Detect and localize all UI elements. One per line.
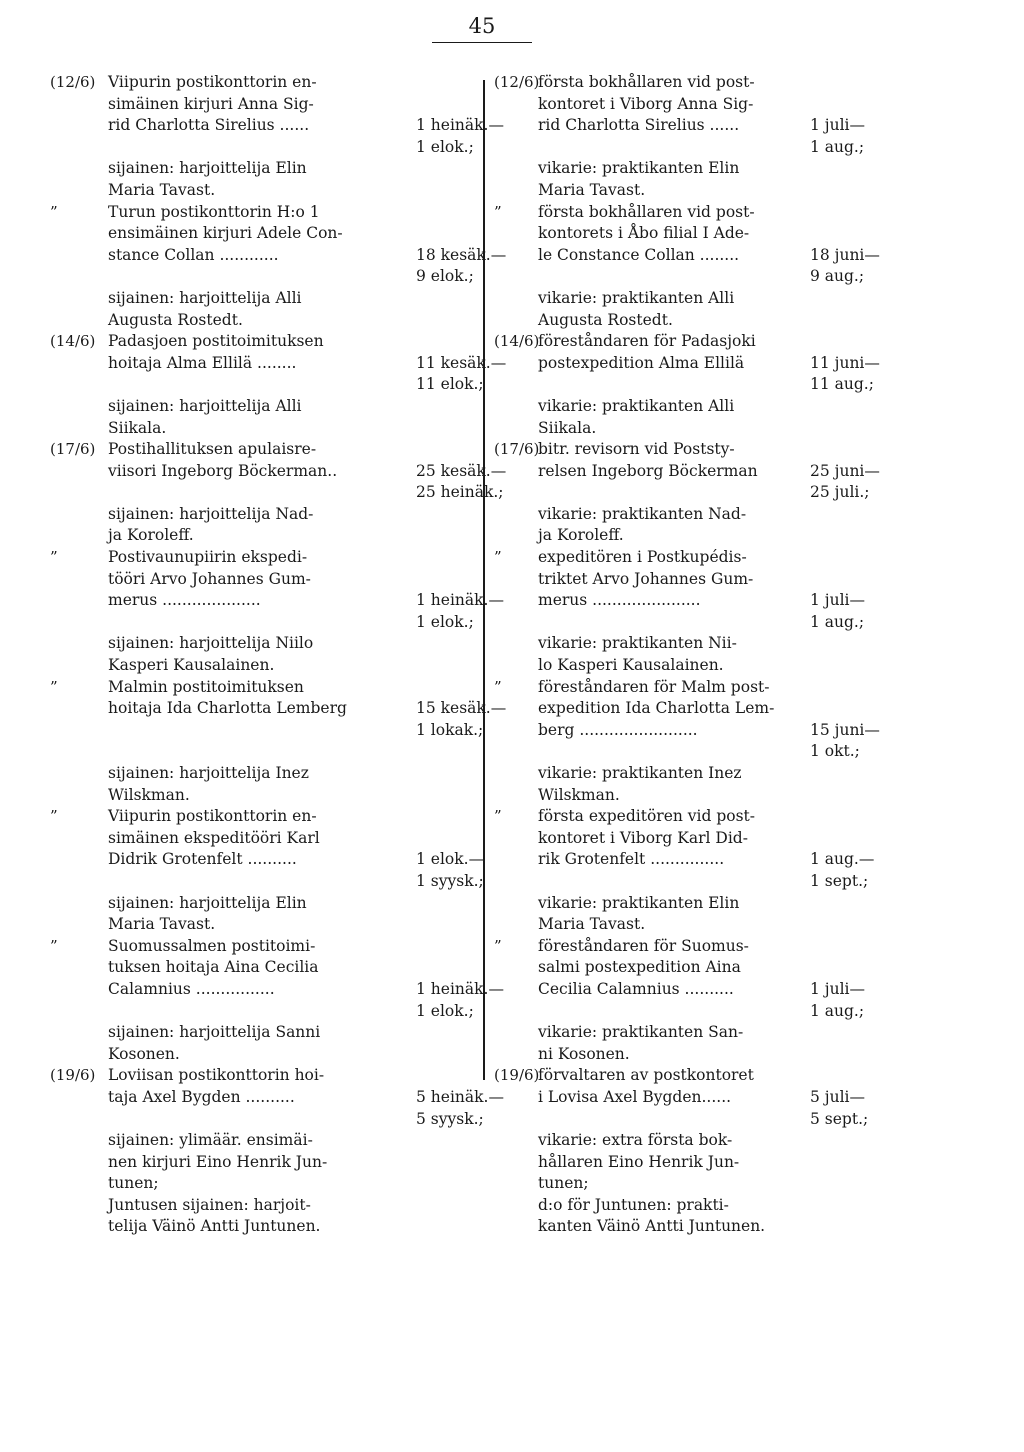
- substitute-line: Juntusen sijainen: harjoit-: [108, 1195, 311, 1214]
- entry-date-range: [416, 936, 504, 958]
- entry-text-line: merus ....................: [108, 591, 261, 610]
- entry-date-range: [416, 806, 502, 828]
- substitute-line: sijainen: harjoittelija Nad-: [108, 504, 314, 523]
- substitute-line: ni Kosonen.: [538, 1044, 630, 1063]
- entry-date-mark: (12/6): [50, 73, 96, 91]
- entry: [50, 547, 502, 677]
- entry-text-line: första bokhållaren vid post-: [538, 202, 755, 221]
- substitute-line: Kosonen.: [108, 1044, 180, 1063]
- entry-date-range: [810, 94, 974, 116]
- entry-date-range: [810, 223, 974, 245]
- entry: [50, 331, 507, 439]
- entry-text-line: Loviisan postikonttorin hoi-: [108, 1066, 325, 1085]
- entry: [494, 202, 974, 332]
- entry-date-range: [416, 677, 506, 699]
- entry-text-line: första bokhållaren vid post-: [538, 73, 755, 91]
- entry-date-range: [810, 439, 974, 461]
- entry-text-line: kontoret i Viborg Anna Sig-: [538, 94, 754, 113]
- substitute-line: Maria Tavast.: [538, 915, 646, 934]
- entry-date-range: 1 aug.—: [810, 850, 875, 869]
- entry-text-line: rid Charlotta Sirelius ......: [108, 116, 310, 135]
- entry-text-line: postexpedition Alma Ellilä: [538, 353, 745, 372]
- substitute-line: tunen;: [108, 1174, 159, 1193]
- entry-date-mark: (17/6): [50, 440, 96, 459]
- entry-text-line: i Lovisa Axel Bygden......: [538, 1087, 732, 1106]
- substitute-line: nen kirjuri Eino Henrik Jun-: [108, 1152, 328, 1171]
- entry: [50, 936, 502, 1066]
- substitute-line: Kasperi Kausalainen.: [108, 656, 275, 675]
- substitute-line: vikarie: extra första bok-: [538, 1131, 733, 1150]
- entry-date-mark: ”: [494, 936, 502, 955]
- entry-date-range: [416, 202, 506, 224]
- entry: [50, 677, 507, 807]
- entry-date-range: 5 syysk.;: [416, 1109, 484, 1128]
- entry-date-range: [810, 72, 974, 94]
- entry-date-range: 1 juli—: [810, 116, 865, 135]
- entry-text-line: hoitaja Alma Ellilä ........: [108, 353, 297, 372]
- entry-text-line: föreståndaren för Padasjoki: [538, 332, 756, 351]
- entry: [494, 936, 974, 1066]
- entry-date-range: [416, 223, 506, 245]
- entry-date-range: 25 kesäk.—: [416, 461, 507, 480]
- substitute-line: telija Väinö Antti Juntunen.: [108, 1217, 321, 1236]
- entry-text-line: Calamnius ................: [108, 979, 275, 998]
- entry: [494, 547, 974, 677]
- entry-date-mark: ”: [494, 807, 502, 826]
- entry: [494, 72, 974, 202]
- entry-date-mark: (14/6): [50, 332, 96, 351]
- substitute-line: Augusta Rostedt.: [108, 310, 243, 329]
- entry-date-range: [810, 806, 974, 828]
- entry-date-range: 1 juli—: [810, 979, 865, 998]
- entry: [494, 1065, 974, 1238]
- entry-date-range: 18 juni—: [810, 245, 880, 264]
- substitute-line: kanten Väinö Antti Juntunen.: [538, 1217, 766, 1236]
- entry: [50, 202, 507, 332]
- entry: [50, 806, 502, 936]
- entry-text-line: rik Grotenfelt ...............: [538, 850, 725, 869]
- entry-date-range: [416, 72, 504, 94]
- entry-date-mark: ”: [50, 202, 58, 221]
- entry-date-range: 1 aug.;: [810, 137, 865, 156]
- substitute-line: Wilskman.: [108, 785, 190, 804]
- entry-text-line: Didrik Grotenfelt ..........: [108, 850, 297, 869]
- substitute-line: lo Kasperi Kausalainen.: [538, 656, 724, 675]
- entry-date-range: 5 sept.;: [810, 1109, 869, 1128]
- substitute-line: vikarie: praktikanten Alli: [538, 288, 735, 307]
- entry-text-line: bitr. revisorn vid Poststy-: [538, 440, 735, 459]
- entry-text-line: föreståndaren för Suomus-: [538, 936, 749, 955]
- entry-text-line: kontoret i Viborg Karl Did-: [538, 828, 748, 847]
- entry-date-range: 15 juni—: [810, 720, 880, 739]
- substitute-line: sijainen: harjoittelija Inez: [108, 764, 309, 782]
- entry-date-range: [416, 828, 502, 850]
- substitute-line: sijainen: harjoittelija Elin: [108, 893, 307, 912]
- substitute-line: Augusta Rostedt.: [538, 310, 673, 329]
- entry-date-mark: ”: [494, 202, 502, 221]
- entry-date-mark: (19/6): [494, 1066, 540, 1085]
- substitute-line: tunen;: [538, 1174, 589, 1193]
- entry-date-range: 5 juli—: [810, 1087, 865, 1106]
- entry-date-range: 1 aug.;: [810, 1001, 865, 1020]
- entry-date-range: 1 aug.;: [810, 612, 865, 631]
- entry-date-range: 1 okt.;: [810, 742, 860, 761]
- entry-date-mark: (19/6): [50, 1066, 96, 1085]
- entry-date-mark: ”: [50, 548, 58, 567]
- entry-date-range: 1 elok.;: [416, 1001, 474, 1020]
- entry-date-range: [810, 698, 974, 720]
- entry-date-range: 1 sept.;: [810, 871, 869, 890]
- substitute-line: vikarie: praktikanten Elin: [538, 893, 740, 912]
- entry-date-mark: ”: [494, 677, 502, 696]
- entry-text-line: expedition Ida Charlotta Lem-: [538, 699, 775, 718]
- substitute-line: sijainen: ylimäär. ensimäi-: [108, 1131, 313, 1150]
- entry-date-range: [810, 677, 974, 699]
- substitute-line: vikarie: praktikanten San-: [538, 1023, 744, 1042]
- entry: [50, 72, 502, 202]
- entry-date-range: [810, 828, 974, 850]
- entry-date-range: 1 heinäk.—: [416, 979, 504, 998]
- entry-date-range: 11 aug.;: [810, 375, 874, 394]
- entry-date-mark: ”: [494, 548, 502, 567]
- entry-text-line: Suomussalmen postitoimi-: [108, 936, 316, 955]
- entry-date-range: 11 juni—: [810, 353, 880, 372]
- entry-date-range: 15 kesäk.—: [416, 699, 507, 718]
- entry: [494, 439, 974, 547]
- entry-text-line: merus ......................: [538, 591, 701, 610]
- page-number: 45: [432, 14, 532, 43]
- entry-date-range: 1 heinäk.—: [416, 116, 504, 135]
- substitute-line: sijainen: harjoittelija Alli: [108, 396, 302, 415]
- entry-text-line: simäinen ekspeditööri Karl: [108, 828, 320, 847]
- substitute-line: Maria Tavast.: [108, 180, 216, 199]
- entry-date-mark: ”: [50, 677, 58, 696]
- entry-text-line: Postivaunupiirin ekspedi-: [108, 548, 308, 567]
- entry-text-line: Malmin postitoimituksen: [108, 677, 304, 696]
- substitute-line: Siikala.: [108, 418, 167, 437]
- entry: [494, 331, 974, 439]
- substitute-line: hållaren Eino Henrik Jun-: [538, 1152, 740, 1171]
- entry-date-range: [810, 547, 974, 569]
- entry-date-range: 1 lokak.;: [416, 720, 484, 739]
- substitute-line: [108, 741, 408, 763]
- entry-date-range: 11 elok.;: [416, 375, 484, 394]
- entry-date-range: [810, 202, 974, 224]
- entry-date-range: [416, 439, 506, 461]
- substitute-line: sijainen: harjoittelija Sanni: [108, 1023, 321, 1042]
- entry-date-range: 18 kesäk.—: [416, 245, 507, 264]
- entry-text-line: simäinen kirjuri Anna Sig-: [108, 94, 314, 113]
- substitute-line: vikarie: praktikanten Nad-: [538, 504, 747, 523]
- entry-text-line: Postihallituksen apulaisre-: [108, 440, 317, 459]
- entry-text-line: Viipurin postikonttorin en-: [108, 807, 317, 826]
- entry-date-range: [416, 569, 504, 591]
- substitute-line: Maria Tavast.: [538, 180, 646, 199]
- substitute-line: ja Koroleff.: [538, 526, 624, 545]
- entry-date-range: [416, 957, 504, 979]
- entry-text-line: Padasjoen postitoimituksen: [108, 332, 324, 351]
- entry-date-range: 1 elok.;: [416, 137, 474, 156]
- entry-date-range: [810, 331, 974, 353]
- entry-text-line: Viipurin postikonttorin en-: [108, 73, 317, 91]
- substitute-line: sijainen: harjoittelija Alli: [108, 288, 302, 307]
- entry-text-line: förvaltaren av postkontoret: [538, 1066, 754, 1085]
- entry-text-line: berg ........................: [538, 720, 698, 739]
- entry-text-line: rid Charlotta Sirelius ......: [538, 116, 740, 135]
- swedish-column: [494, 72, 974, 1238]
- entry-text-line: stance Collan ............: [108, 245, 279, 264]
- entry-date-range: 25 juli.;: [810, 483, 870, 502]
- entry-date-range: 11 kesäk.—: [416, 353, 507, 372]
- entry-date-mark: (17/6): [494, 440, 540, 459]
- entry-date-range: 9 elok.;: [416, 267, 474, 286]
- entry-text-line: expeditören i Postkupédis-: [538, 548, 747, 567]
- substitute-line: vikarie: praktikanten Alli: [538, 396, 735, 415]
- entry-date-mark: (14/6): [494, 332, 540, 351]
- entry-text-line: föreståndaren för Malm post-: [538, 677, 770, 696]
- entry-date-range: 25 heinäk.;: [416, 483, 504, 502]
- entry-text-line: Cecilia Calamnius ..........: [538, 979, 734, 998]
- entry-text-line: salmi postexpedition Aina: [538, 958, 741, 977]
- substitute-line: vikarie: praktikanten Inez: [538, 764, 742, 782]
- substitute-line: ja Koroleff.: [108, 526, 194, 545]
- substitute-line: d:o för Juntunen: prakti-: [538, 1195, 729, 1214]
- entry-date-range: [810, 957, 974, 979]
- entry-date-range: [810, 569, 974, 591]
- entry-date-mark: ”: [50, 807, 58, 826]
- entry-date-range: [416, 547, 504, 569]
- entry-text-line: hoitaja Ida Charlotta Lemberg: [108, 699, 347, 718]
- entry-date-range: 9 aug.;: [810, 267, 865, 286]
- entry-text-line: le Constance Collan ........: [538, 245, 740, 264]
- entry-text-line: viisori Ingeborg Böckerman..: [108, 461, 338, 480]
- entry-date-mark: ”: [50, 936, 58, 955]
- entry-text-line: första expeditören vid post-: [538, 807, 756, 826]
- substitute-line: sijainen: harjoittelija Niilo: [108, 634, 314, 653]
- entry-date-range: 1 elok.;: [416, 612, 474, 631]
- entry: [50, 439, 507, 547]
- entry-date-mark: (12/6): [494, 73, 540, 91]
- entry-text-line: tuksen hoitaja Aina Cecilia: [108, 958, 319, 977]
- entry-date-range: [416, 331, 506, 353]
- entry: [494, 806, 974, 936]
- entry-date-range: [416, 1065, 504, 1087]
- entry-date-range: 1 syysk.;: [416, 871, 484, 890]
- entry-date-range: 5 heinäk.—: [416, 1087, 504, 1106]
- substitute-line: Siikala.: [538, 418, 597, 437]
- entry-text-line: triktet Arvo Johannes Gum-: [538, 569, 754, 588]
- entry-date-range: 1 elok.—: [416, 850, 485, 869]
- entry-text-line: taja Axel Bygden ..........: [108, 1087, 295, 1106]
- finnish-column: [50, 72, 507, 1238]
- entry-text-line: kontorets i Åbo filial I Ade-: [538, 224, 750, 243]
- entry-text-line: ensimäinen kirjuri Adele Con-: [108, 224, 343, 243]
- substitute-line: sijainen: harjoittelija Elin: [108, 159, 307, 178]
- entry-date-range: 1 juli—: [810, 591, 865, 610]
- entry-date-range: [810, 936, 974, 958]
- entry-date-range: [416, 94, 504, 116]
- entry-date-range: [810, 1065, 974, 1087]
- entry: [494, 677, 974, 807]
- substitute-line: Maria Tavast.: [108, 915, 216, 934]
- entry-text-line: Turun postikonttorin H:o 1: [108, 202, 320, 221]
- entry-date-range: 1 heinäk.—: [416, 591, 504, 610]
- entry: [50, 1065, 502, 1238]
- entry-date-range: 25 juni—: [810, 461, 880, 480]
- entry-text-line: relsen Ingeborg Böckerman: [538, 461, 758, 480]
- substitute-line: vikarie: praktikanten Elin: [538, 159, 740, 178]
- substitute-line: Wilskman.: [538, 785, 620, 804]
- entry-text-line: tööri Arvo Johannes Gum-: [108, 569, 311, 588]
- substitute-line: vikarie: praktikanten Nii-: [538, 634, 737, 653]
